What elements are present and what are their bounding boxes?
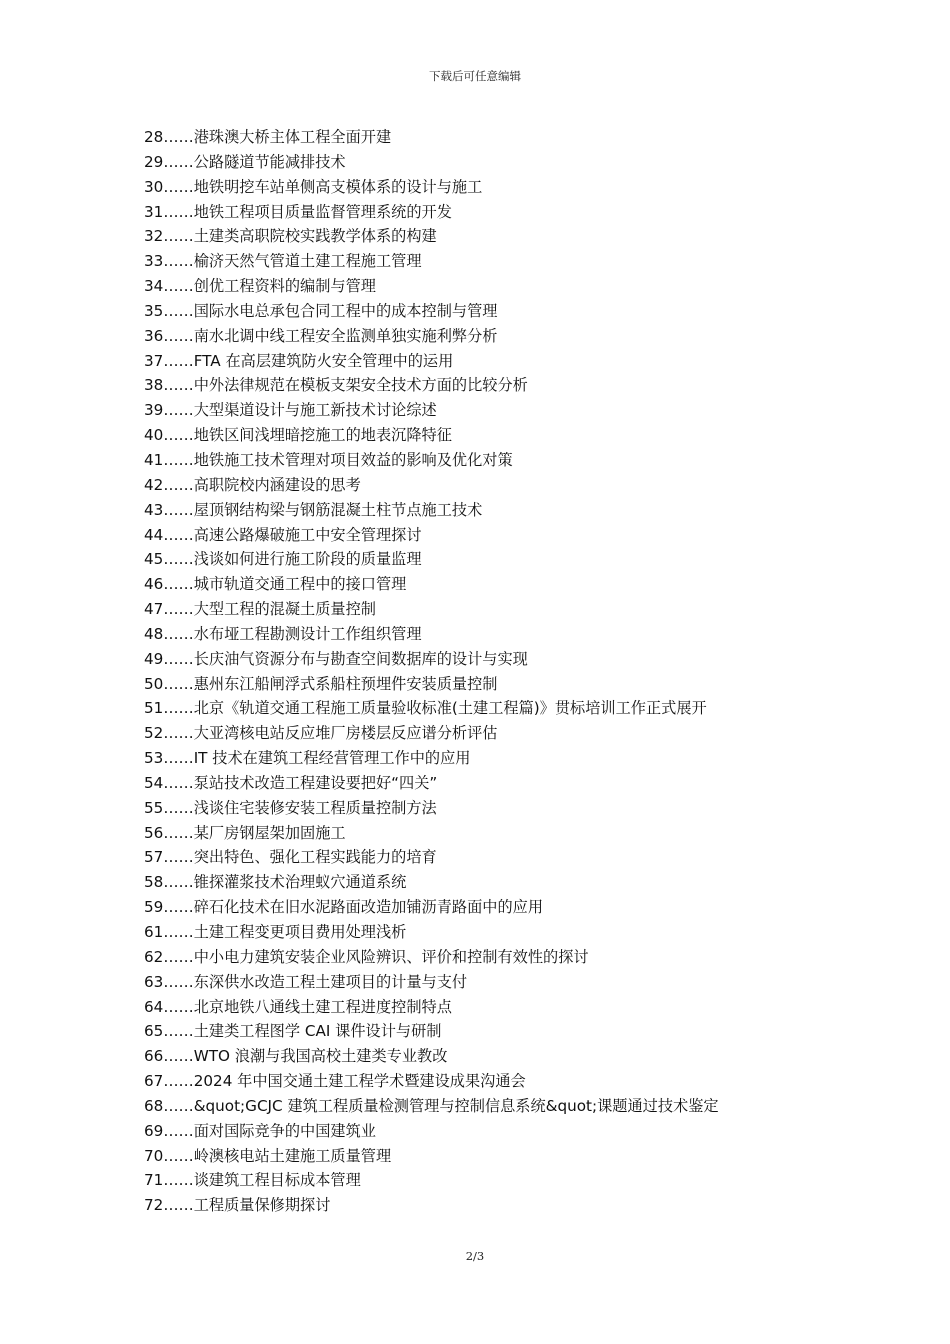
toc-list — [144, 125, 719, 1218]
list-item: 46……城市轨道交通工程中的接口管理 — [144, 575, 407, 594]
list-item: 57……突出特色、强化工程实践能力的培育 — [144, 848, 437, 867]
list-item: 68……&quot;GCJC 建筑工程质量检测管理与控制信息系统&quot;课题通过技术鉴定 — [144, 1096, 719, 1115]
list-item: 55……浅谈住宅装修安装工程质量控制方法 — [144, 798, 437, 817]
list-item: 36……南水北调中线工程安全监测单独实施利弊分析 — [144, 326, 498, 345]
list-item: 30……地铁明挖车站单侧高支模体系的设计与施工 — [144, 177, 483, 196]
list-item: 61……土建工程变更项目费用处理浅析 — [144, 923, 407, 941]
list-item: 48……水布垭工程勘测设计工作组织管理 — [144, 624, 422, 643]
list-item: 40……地铁区间浅埋暗挖施工的地表沉降特征 — [144, 426, 452, 445]
list-item: 38……中外法律规范在模板支架安全技术方面的比较分析 — [144, 376, 528, 395]
list-item: 34……创优工程资料的编制与管理 — [144, 277, 376, 296]
list-item: 65……土建类工程图学 CAI 课件设计与研制 — [144, 1022, 442, 1041]
page-number: 2/3 — [465, 1249, 485, 1263]
list-item: 29……公路隧道节能减排技术 — [144, 152, 346, 171]
list-item: 32……土建类高职院校实践教学体系的构建 — [144, 227, 437, 246]
list-item: 58……锥探灌浆技术治理蚁穴通道系统 — [144, 873, 407, 892]
list-item: 53……IT 技术在建筑工程经营管理工作中的应用 — [144, 749, 471, 768]
list-item: 49……长庆油气资源分布与勘查空间数据库的设计与实现 — [144, 649, 528, 668]
list-item: 51……北京《轨道交通工程施工质量验收标准(土建工程篇)》贯标培训工作正式展开 — [144, 699, 707, 718]
list-item: 31……地铁工程项目质量监督管理系统的开发 — [144, 202, 452, 221]
list-item: 33……榆济天然气管道土建工程施工管理 — [144, 252, 422, 271]
page-header: 下载后可任意编辑 — [429, 69, 521, 83]
list-item: 52……大亚湾核电站反应堆厂房楼层反应谱分析评估 — [144, 724, 498, 743]
list-item: 64……北京地铁八通线土建工程进度控制特点 — [144, 997, 452, 1016]
list-item: 35……国际水电总承包合同工程中的成本控制与管理 — [144, 301, 498, 320]
list-item: 69……面对国际竞争的中国建筑业 — [144, 1121, 376, 1140]
list-item: 39……大型渠道设计与施工新技术讨论综述 — [144, 401, 437, 420]
list-item: 47……大型工程的混凝土质量控制 — [144, 600, 376, 619]
list-item: 44……高速公路爆破施工中安全管理探讨 — [144, 525, 422, 544]
list-item: 63……东深供水改造工程土建项目的计量与支付 — [144, 972, 468, 991]
list-item: 41……地铁施工技术管理对项目效益的影响及优化对策 — [144, 450, 513, 469]
list-item: 54……泵站技术改造工程建设要把好“四关” — [144, 773, 438, 792]
list-item: 72……工程质量保修期探讨 — [144, 1196, 331, 1215]
list-item: 43……屋顶钢结构梁与钢筋混凝土柱节点施工技术 — [144, 500, 483, 519]
list-item: 42……高职院校内涵建设的思考 — [144, 475, 361, 494]
list-item: 28……港珠澳大桥主体工程全面开建 — [144, 128, 392, 146]
list-item: 70……岭澳核电站土建施工质量管理 — [144, 1146, 392, 1165]
list-item: 56……某厂房钢屋架加固施工 — [144, 823, 346, 842]
list-item: 59……碎石化技术在旧水泥路面改造加铺沥青路面中的应用 — [144, 898, 544, 917]
list-item: 67……2024 年中国交通土建工程学术暨建设成果沟通会 — [144, 1072, 526, 1091]
list-item: 45……浅谈如何进行施工阶段的质量监理 — [144, 550, 422, 569]
list-item: 66……WTO 浪潮与我国高校土建类专业教改 — [144, 1047, 448, 1066]
list-item: 62……中小电力建筑安装企业风险辨识、评价和控制有效性的探讨 — [144, 947, 589, 966]
list-item: 37……FTA 在高层建筑防火安全管理中的运用 — [144, 351, 454, 370]
list-item: 71……谈建筑工程目标成本管理 — [144, 1171, 361, 1190]
list-item: 50……惠州东江船闸浮式系船柱预埋件安装质量控制 — [144, 674, 498, 693]
